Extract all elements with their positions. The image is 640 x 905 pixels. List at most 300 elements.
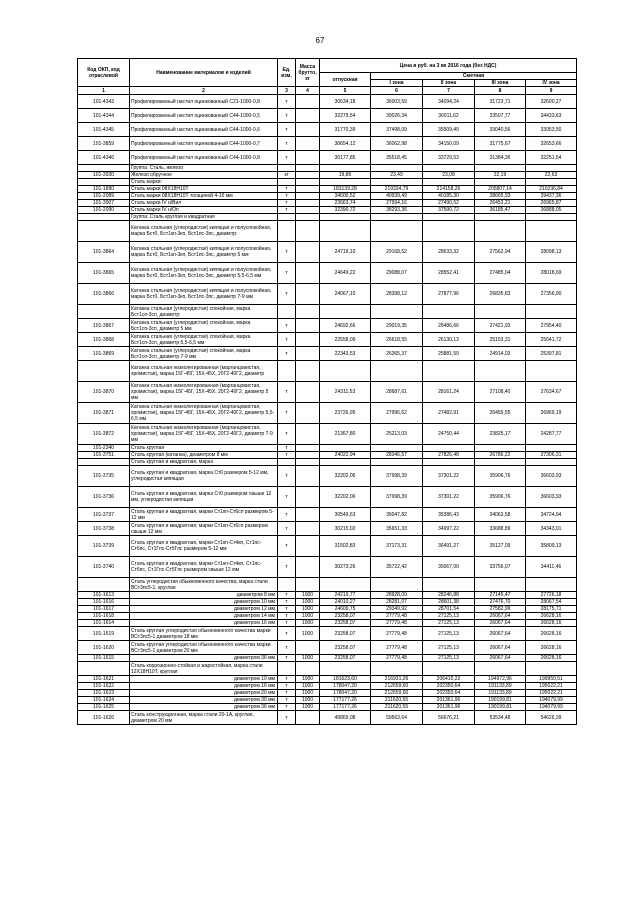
row-name: Катанка стальная (углеродистая) спокойная, марка Бст1сп-3сп, диаметр 5,5-6,5 мм (130, 333, 278, 347)
row-zone-4-price: 28018,69 (526, 263, 577, 284)
row-name: Сталь круглая углеродистая обыкновенного качества марки ВСт3пс5-1 диаметром 20 мм (130, 641, 278, 655)
row-zone-2-price: 37301,22 (423, 466, 475, 487)
row-zone-1-price: 28398,12 (371, 284, 423, 305)
row-zone-2-price: 35386,43 (423, 508, 475, 522)
row-name: Сталь марки IV н/Оп (130, 207, 278, 214)
table-row (78, 592, 577, 599)
row-unit: т (278, 704, 296, 711)
row-zone-3-price: 26067,64 (475, 613, 526, 620)
row-name: Группа: Сталь круглая и квадратная (130, 214, 278, 221)
table-row (78, 221, 577, 242)
row-name: Сталь коррозионно-стойкая и жаростойкая, марка стали 12Х18Н10Т, круглая (130, 662, 278, 676)
row-release-price: 22343,53 (320, 347, 371, 361)
row-mass (296, 95, 320, 109)
column-index-cell: 1 (78, 87, 130, 95)
row-name: Профилированный настил оцинкованный С44-1000-0,5 (130, 109, 278, 123)
row-zone-3-price: 191133,89 (475, 683, 526, 690)
row-unit: т (278, 200, 296, 207)
column-index-cell: 7 (423, 87, 475, 95)
table-row (78, 403, 577, 424)
row-unit: т (278, 284, 296, 305)
row-zone-3-price: 27476,70 (475, 599, 526, 606)
row-unit: т (278, 452, 296, 459)
row-code: 101-1623 (78, 690, 130, 697)
row-code: 101-3907 (78, 200, 130, 207)
row-mass (296, 641, 320, 655)
row-zone-2-price: 27125,13 (423, 620, 475, 627)
row-code (78, 459, 130, 466)
row-zone-1-price: 27779,48 (371, 641, 423, 655)
row-release-price: 23663,74 (320, 200, 371, 207)
column-index-cell: 3 (278, 87, 296, 95)
row-zone-3-price: 33507,77 (475, 109, 526, 123)
row-release-price: 30549,63 (320, 508, 371, 522)
row-zone-1-price (371, 459, 423, 466)
row-name: Сталь конструкционная, марка стали 20-1А, круглая, диаметром 20 мм (130, 711, 278, 725)
table-row (78, 613, 577, 620)
row-zone-3-price: 35906,76 (475, 487, 526, 508)
row-zone-3-price: 26453,21 (475, 200, 526, 207)
row-zone-1-price: 27779,48 (371, 613, 423, 620)
row-zone-2-price: 27125,13 (423, 655, 475, 662)
row-zone-4-price: 194079,99 (526, 704, 577, 711)
row-unit: т (278, 319, 296, 333)
row-name: Сталь марки 08Х18Н10Т толщиной 4-16 мм (130, 193, 278, 200)
row-zone-1-price (371, 662, 423, 676)
row-unit: т (278, 613, 296, 620)
row-mass: 1000 (296, 599, 320, 606)
row-zone-1-price: 211620,55 (371, 704, 423, 711)
row-name: Катанка стальная (углеродистая) кипящая и полуспокойная, марка Бст0, Бст1кп-3кп, Бст1пс-3пс, диаметр 7-9 мм (130, 284, 278, 305)
row-name: Группа: Сталь, железо (130, 165, 278, 172)
row-zone-1-price: 35722,42 (371, 557, 423, 578)
row-code: 101-3869 (78, 347, 130, 361)
table-row (78, 172, 577, 179)
row-mass: 1000 (296, 655, 320, 662)
row-zone-4-price: 194079,99 (526, 697, 577, 704)
row-mass: 1000 (296, 676, 320, 683)
row-code: 101-3864 (78, 242, 130, 263)
row-release-price: 49869,08 (320, 711, 371, 725)
row-zone-1-price: 59563,64 (371, 711, 423, 725)
row-zone-4-price (526, 445, 577, 452)
row-zone-2-price (423, 305, 475, 319)
row-zone-3-price: 33756,07 (475, 557, 526, 578)
row-zone-2-price (423, 578, 475, 592)
table-row (78, 627, 577, 641)
row-release-price: 24010,27 (320, 599, 371, 606)
row-name: Сталь углеродистая обыкновенного качества, марка стали ВСт3пс5-1, круглая (130, 578, 278, 592)
row-zone-2-price: 202350,64 (423, 690, 475, 697)
row-release-price (320, 445, 371, 452)
row-name: Профилированный настил оцинкованный С44-1000-0,6 (130, 123, 278, 137)
row-unit: т (278, 641, 296, 655)
row-zone-4-price (526, 578, 577, 592)
row-zone-3-price: 31384,36 (475, 151, 526, 165)
row-release-price: 24609,75 (320, 606, 371, 613)
row-zone-1-price: 29349,92 (371, 606, 423, 613)
row-code: 101-3868 (78, 333, 130, 347)
table-row (78, 214, 577, 221)
row-mass: 1000 (296, 606, 320, 613)
row-mass: 1000 (296, 697, 320, 704)
row-mass: 1000 (296, 592, 320, 599)
row-zone-3-price (475, 361, 526, 382)
row-zone-4-price: 26628,16 (526, 613, 577, 620)
row-code: 101-3737 (78, 508, 130, 522)
row-zone-3-price: 190199,81 (475, 704, 526, 711)
row-code: 101-1613 (78, 592, 130, 599)
table-row (78, 697, 577, 704)
row-mass: 1000 (296, 620, 320, 627)
row-code: 101-4344 (78, 109, 130, 123)
row-unit: т (278, 403, 296, 424)
row-mass (296, 557, 320, 578)
row-unit (278, 179, 296, 186)
row-zone-3-price (475, 662, 526, 676)
row-zone-3-price: 38665,93 (475, 193, 526, 200)
row-code (78, 361, 130, 382)
row-zone-2-price: 24750,44 (423, 424, 475, 445)
row-zone-2-price: 35509,49 (423, 123, 475, 137)
row-name: Катанка стальная (углеродистая) спокойная, марка Бст1сп-3сп, диаметр: (130, 305, 278, 319)
row-zone-2-price: 27482,91 (423, 403, 475, 424)
row-release-price: 32390,72 (320, 207, 371, 214)
table-row (78, 452, 577, 459)
row-mass (296, 305, 320, 319)
table-row (78, 109, 577, 123)
row-name: Катанка стальная (углеродистая) кипящая и полуспокойная, марка Бст0, Бст1кп-3кп, Бст1пс-3пс, диаметр: (130, 221, 278, 242)
row-unit: т (278, 697, 296, 704)
row-name: Сталь круглая углеродистая обыкновенного качества марки ВСт3пс5-1 диаметром 18 мм (130, 627, 278, 641)
row-zone-2-price: 28161,24 (423, 382, 475, 403)
table-row (78, 599, 577, 606)
row-mass (296, 662, 320, 676)
row-zone-2-price (423, 662, 475, 676)
row-zone-2-price: 34150,09 (423, 137, 475, 151)
row-zone-4-price: 28098,13 (526, 242, 577, 263)
table-row (78, 690, 577, 697)
row-zone-1-price: 28346,57 (371, 452, 423, 459)
row-zone-4-price: 34433,63 (526, 109, 577, 123)
row-name: диаметром 16 мм (130, 620, 278, 627)
row-zone-3-price: 27562,94 (475, 242, 526, 263)
row-zone-2-price (423, 221, 475, 242)
row-zone-2-price: 201361,96 (423, 704, 475, 711)
row-zone-2-price: 28633,32 (423, 242, 475, 263)
row-unit: кг (278, 172, 296, 179)
row-zone-2-price: 214158,26 (423, 186, 475, 193)
row-code (78, 221, 130, 242)
table-row (78, 459, 577, 466)
row-zone-2-price: 37301,22 (423, 487, 475, 508)
row-release-price: 34600,52 (320, 193, 371, 200)
header-code: Код ОКП, код отраслевой (78, 59, 130, 87)
table-row (78, 242, 577, 263)
row-zone-4-price (526, 662, 577, 676)
table-row (78, 508, 577, 522)
row-name: Сталь круглая и квадратная, марка Ст0 размером 5-12 мм, углеродистая кипящая (130, 466, 278, 487)
row-zone-4-price: 26628,16 (526, 641, 577, 655)
row-zone-4-price: 27306,31 (526, 452, 577, 459)
row-zone-1-price: 211620,55 (371, 697, 423, 704)
row-mass (296, 382, 320, 403)
row-code: 101-3859 (78, 137, 130, 151)
row-zone-3-price (475, 445, 526, 452)
row-mass (296, 263, 320, 284)
row-name: Железо обручное (130, 172, 278, 179)
row-zone-4-price: 195022,21 (526, 690, 577, 697)
row-unit: т (278, 242, 296, 263)
row-zone-2-price: 28246,88 (423, 592, 475, 599)
row-name: Сталь круглая и квадратная, марка (130, 459, 278, 466)
table-row (78, 620, 577, 627)
row-name: Сталь круглая и квадратная, марка Ст0 размером свыше 12 мм, углеродистая кипящая (130, 487, 278, 508)
row-name: Катанка стальная (углеродистая) кипящая и полуспокойная, марка Бст0, Бст1кп-3кп, Бст1пс-3пс, диаметр 5,5-6,5 мм (130, 263, 278, 284)
row-zone-3-price (475, 179, 526, 186)
row-zone-3-price: 26067,64 (475, 641, 526, 655)
row-zone-2-price: 25881,59 (423, 347, 475, 361)
row-mass (296, 186, 320, 193)
row-unit: т (278, 536, 296, 557)
row-unit: т (278, 445, 296, 452)
row-release-price: 32202,06 (320, 487, 371, 508)
header-estimate: Сметная (371, 73, 577, 80)
row-unit: т (278, 655, 296, 662)
row-release-price: 23258,07 (320, 627, 371, 641)
row-release-price (320, 459, 371, 466)
row-zone-3-price: 34063,58 (475, 508, 526, 522)
row-mass (296, 179, 320, 186)
table-row (78, 200, 577, 207)
row-zone-1-price: 216931,26 (371, 676, 423, 683)
table-row (78, 284, 577, 305)
row-zone-1-price: 38293,36 (371, 207, 423, 214)
row-zone-4-price (526, 179, 577, 186)
row-zone-3-price: 27108,40 (475, 382, 526, 403)
row-mass: 1000 (296, 683, 320, 690)
table-row (78, 305, 577, 319)
row-code: 101-1890 (78, 186, 130, 193)
row-code: 101-3866 (78, 284, 130, 305)
row-unit: т (278, 207, 296, 214)
row-zone-3-price: 31775,67 (475, 137, 526, 151)
row-unit: т (278, 620, 296, 627)
row-zone-3-price: 26786,22 (475, 452, 526, 459)
row-zone-3-price: 26067,64 (475, 620, 526, 627)
row-mass (296, 207, 320, 214)
row-zone-1-price: 37173,31 (371, 536, 423, 557)
row-release-price: 24311,53 (320, 382, 371, 403)
row-zone-1-price: 219334,79 (371, 186, 423, 193)
row-release-price (320, 214, 371, 221)
row-zone-1-price: 36003,59 (371, 95, 423, 109)
table-body (78, 95, 577, 725)
row-mass (296, 578, 320, 592)
row-zone-1-price: 26618,55 (371, 333, 423, 347)
row-zone-2-price: 33729,53 (423, 151, 475, 165)
row-unit: т (278, 193, 296, 200)
row-zone-2-price (423, 459, 475, 466)
row-code: 101-1620 (78, 641, 130, 655)
row-zone-2-price: 56676,21 (423, 711, 475, 725)
row-name: Катанка стальная (углеродистая) кипящая и полуспокойная, марка Бст0, Бст1кп-3кп, Бст1пс-3пс, диаметр 5 мм (130, 242, 278, 263)
row-zone-2-price: 37590,72 (423, 207, 475, 214)
header-name: Наименование материалов и изделий (130, 59, 278, 87)
row-unit (278, 214, 296, 221)
row-zone-2-price: 206415,22 (423, 676, 475, 683)
row-zone-2-price: 202350,64 (423, 683, 475, 690)
row-code: 101-1621 (78, 676, 130, 683)
row-release-price: 24719,10 (320, 242, 371, 263)
header-zone-2: II зона (423, 80, 475, 87)
row-unit: т (278, 186, 296, 193)
row-zone-2-price (423, 165, 475, 172)
table-row (78, 711, 577, 725)
row-name: диаметром 14 мм (130, 613, 278, 620)
row-zone-1-price: 35651,33 (371, 522, 423, 536)
row-name: Катанка стальная низколегированная (марганцовистая, хромистая), марка 15Г-45Г, 15Х-45Х, 20Г2-40Г2, диаметр 7-9 мм (130, 424, 278, 445)
row-zone-3-price (475, 221, 526, 242)
row-mass (296, 123, 320, 137)
row-zone-2-price: 36011,62 (423, 109, 475, 123)
table-row (78, 606, 577, 613)
row-zone-1-price (371, 221, 423, 242)
row-zone-2-price: 201361,96 (423, 697, 475, 704)
header-release: отпускная (320, 73, 371, 87)
row-zone-4-price (526, 361, 577, 382)
row-code: 101-4346 (78, 151, 130, 165)
table-row (78, 578, 577, 592)
row-release-price: 23726,95 (320, 403, 371, 424)
row-name: диаметром 36 мм (130, 655, 278, 662)
row-release-price (320, 221, 371, 242)
row-zone-4-price: 33953,50 (526, 123, 577, 137)
row-code (78, 662, 130, 676)
row-name: Сталь круглая (130, 445, 278, 452)
row-zone-4-price: 26628,16 (526, 655, 577, 662)
row-code (78, 165, 130, 172)
row-mass: 1000 (296, 690, 320, 697)
row-name: Сталь круглая и квадратная, марки Ст1кп-Ст4кп, Ст1пс-Ст6пс, Ст1Гпс-Ст5Гпс размером 5-12 мм (130, 536, 278, 557)
row-unit: т (278, 347, 296, 361)
row-zone-4-price: 34343,01 (526, 522, 577, 536)
table-row (78, 676, 577, 683)
row-zone-4-price: 28067,54 (526, 599, 577, 606)
row-zone-1-price: 29168,52 (371, 242, 423, 263)
row-mass (296, 193, 320, 200)
row-zone-1-price (371, 361, 423, 382)
row-release-price: 31770,39 (320, 123, 371, 137)
row-release-price (320, 165, 371, 172)
row-zone-1-price: 27779,48 (371, 655, 423, 662)
row-name: Сталь марки IV н/Вил (130, 200, 278, 207)
row-release-price: 30654,12 (320, 137, 371, 151)
row-zone-3-price: 191133,89 (475, 690, 526, 697)
row-zone-3-price (475, 578, 526, 592)
header-zone-3: III зона (475, 80, 526, 87)
row-zone-3-price: 26067,64 (475, 627, 526, 641)
row-mass (296, 214, 320, 221)
row-zone-2-price: 27490,52 (423, 200, 475, 207)
row-zone-4-price: 32251,54 (526, 151, 577, 165)
table-row (78, 466, 577, 487)
row-release-price: 24219,77 (320, 592, 371, 599)
row-zone-2-price: 23,08 (423, 172, 475, 179)
row-zone-4-price: 27356,90 (526, 284, 577, 305)
row-name: Профилированный настил оцинкованный С44-1000-0,7 (130, 137, 278, 151)
row-release-price (320, 305, 371, 319)
row-mass (296, 508, 320, 522)
row-zone-3-price: 33040,56 (475, 123, 526, 137)
row-zone-2-price: 36491,27 (423, 536, 475, 557)
row-zone-3-price: 26835,83 (475, 284, 526, 305)
row-zone-3-price: 35906,76 (475, 466, 526, 487)
table-row (78, 333, 577, 347)
row-name: диаметром 36 мм (130, 704, 278, 711)
row-mass (296, 137, 320, 151)
row-code: 101-2340 (78, 445, 130, 452)
row-code: 101-1625 (78, 704, 130, 711)
row-zone-4-price: 25397,81 (526, 347, 577, 361)
row-name: Катанка стальная (углеродистая) спокойная, марка Бст1сп-3сп, диаметр 7-9 мм (130, 347, 278, 361)
row-name: диаметром 16 мм (130, 683, 278, 690)
row-zone-1-price (371, 165, 423, 172)
row-code: 101-3751 (78, 452, 130, 459)
row-unit: т (278, 424, 296, 445)
row-name: Профилированный настил оцинкованный С21-1000-0,8 (130, 95, 278, 109)
row-code: 101-3739 (78, 536, 130, 557)
row-unit: т (278, 109, 296, 123)
row-release-price: 24692,66 (320, 319, 371, 333)
row-release-price: 21367,80 (320, 424, 371, 445)
table-row (78, 557, 577, 578)
table-row (78, 382, 577, 403)
row-zone-3-price: 205807,14 (475, 186, 526, 193)
column-index-cell: 8 (475, 87, 526, 95)
table-row (78, 319, 577, 333)
table-row (78, 193, 577, 200)
row-unit: т (278, 557, 296, 578)
row-code: 101-3735 (78, 466, 130, 487)
row-mass (296, 333, 320, 347)
row-code: 101-3871 (78, 403, 130, 424)
row-mass (296, 522, 320, 536)
row-zone-1-price: 29088,07 (371, 263, 423, 284)
row-release-price: 32202,06 (320, 466, 371, 487)
table-row (78, 487, 577, 508)
row-zone-3-price (475, 459, 526, 466)
row-zone-3-price: 27582,99 (475, 606, 526, 613)
row-zone-1-price: 36062,98 (371, 137, 423, 151)
row-unit: т (278, 95, 296, 109)
row-zone-3-price (475, 165, 526, 172)
row-zone-3-price: 36185,47 (475, 207, 526, 214)
row-zone-3-price: 26067,64 (475, 655, 526, 662)
row-release-price: 30177,85 (320, 151, 371, 165)
row-release-price: 23258,07 (320, 620, 371, 627)
row-code: 101-3867 (78, 319, 130, 333)
row-mass: 1000 (296, 704, 320, 711)
row-zone-1-price: 27779,48 (371, 627, 423, 641)
row-zone-2-price (423, 214, 475, 221)
row-release-price (320, 179, 371, 186)
row-release-price (320, 662, 371, 676)
row-zone-1-price: 28281,07 (371, 599, 423, 606)
row-release-price (320, 578, 371, 592)
row-unit (278, 459, 296, 466)
row-zone-4-price: 35809,13 (526, 536, 577, 557)
